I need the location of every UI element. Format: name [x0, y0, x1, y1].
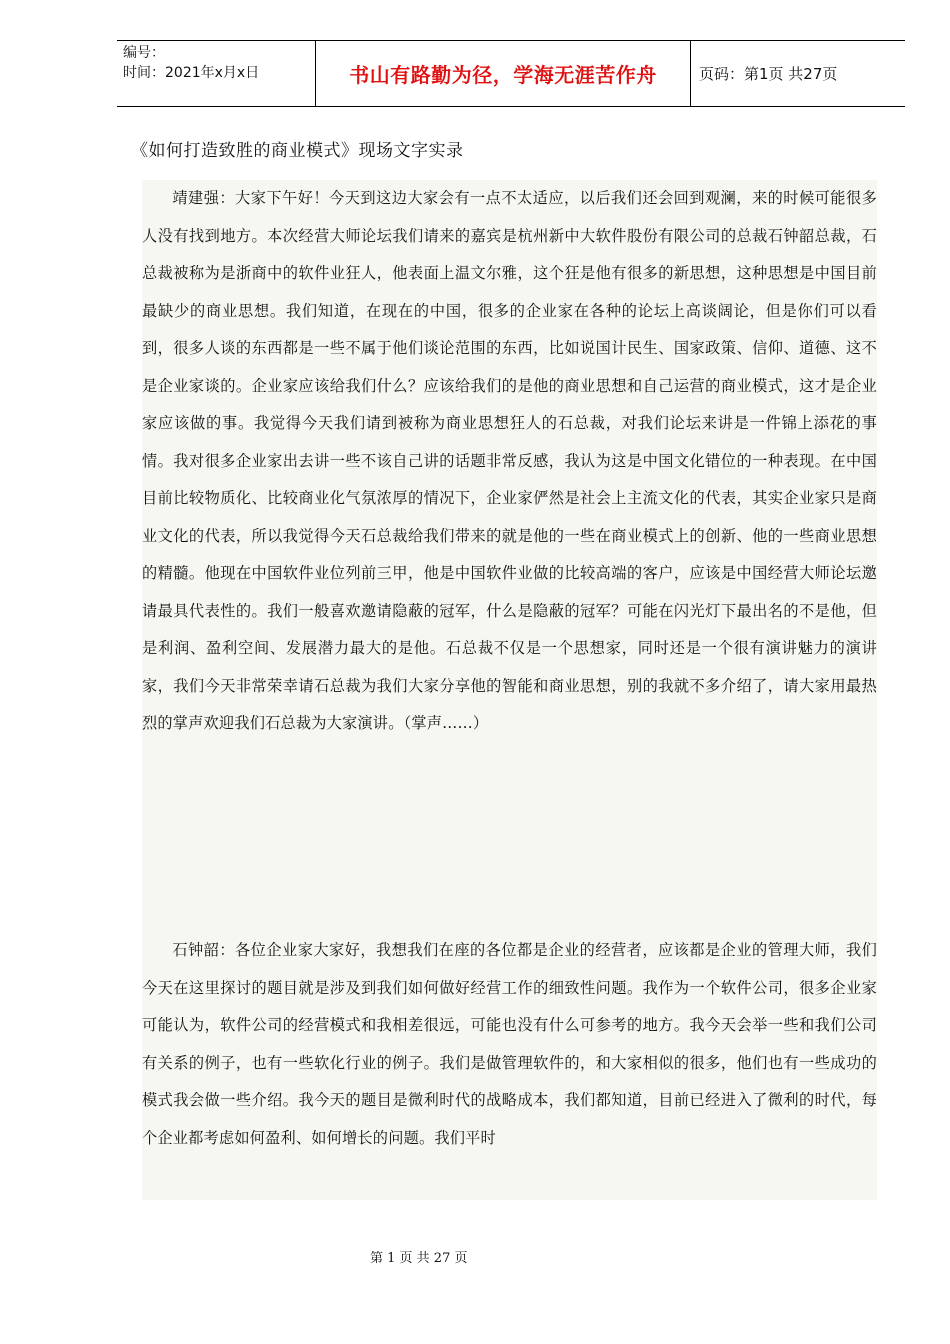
header-motto: 书山有路勤为径，学海无涯苦作舟 — [349, 63, 657, 87]
page-footer: 第 1 页 共 27 页 — [370, 1251, 468, 1266]
header-table — [117, 40, 905, 107]
header-page-info: 页码：第1页 共27页 — [699, 65, 838, 83]
paragraph-opening-remarks: 靖建强：大家下午好！今天到这边大家会有一点不太适应，以后我们还会回到观澜，来的时候可能很多人没有找到地方。本次经营大师论坛我们请来的嘉宾是杭州新中大软件股份有限公司的总裁石钟韶总裁，石总裁被称为是浙商中的软件业狂人，他表面上温文尔雅，这个狂是他有很多的新思想，这种思想是中国目前最缺少的商业思想。我们知道，在现在的中国，很多的企业家在各种的论坛上高谈阔论，但是你们可以看到，很多人谈的东西都是一些不属于他们谈论范围的东西，比如说国计民生、国家政策、信仰、道德、这不是企业家谈的。企业家应该给我们什么？应该给我们的是他的商业思想和自己运营的商业模式，这才是企业家应该做的事。我觉得今天我们请到被称为商业思想狂人的石总裁，对我们论坛来讲是一件锦上添花的事情。我对很多企业家出去讲一些不该自己讲的话题非常反感，我认为这是中国文化错位的一种表现。在中国目前比较物质化、比较商业化气氛浓厚的情况下，企业家俨然是社会上主流文化的代表，其实企业家只是商业文化的代表，所以我觉得今天石总裁给我们带来的就是他的一些在商业模式上的创新、他的一些商业思想的精髓。他现在中国软件业位列前三甲，他是中国软件业做的比较高端的客户，应该是中国经营大师论坛邀请最具代表性的。我们一般喜欢邀请隐蔽的冠军，什么是隐蔽的冠军？可能在闪光灯下最出名的不是他，但是利润、盈利空间、发展潜力最大的是他。石总裁不仅是一个思想家，同时还是一个很有演讲魅力的演讲家，我们今天非常荣幸请石总裁为我们大家分享他的智能和商业思想，别的我就不多介绍了，请大家用最热烈的掌声欢迎我们石总裁为大家演讲。（掌声……） — [142, 189, 877, 732]
time-label: 时间：2021年x月x日 — [123, 65, 260, 81]
paragraph-speech: 石钟韶：各位企业家大家好，我想我们在座的各位都是企业的经营者，应该都是企业的管理大师，我们今天在这里探讨的题目就是涉及到我们如何做好经营工作的细致性问题。我作为一个软件公司，很多企业家可能认为，软件公司的经营模式和我相差很远，可能也没有什么可参考的地方。我今天会举一些和我们公司有关系的例子，也有一些软化行业的例子。我们是做管理软件的，和大家相似的很多，他们也有一些成功的模式我会做一些介绍。我今天的题目是微利时代的战略成本，我们都知道，目前已经进入了微利的时代，每个企业都考虑如何盈利、如何增长的问题。我们平时 — [142, 941, 877, 1147]
header-meta-cell — [117, 41, 316, 106]
header-motto-cell — [316, 41, 691, 106]
document-body — [142, 180, 877, 1200]
header-page-cell — [691, 41, 905, 106]
document-title: 《如何打造致胜的商业模式》现场文字实录 — [131, 141, 464, 161]
serial-number-label: 编号： — [123, 45, 165, 61]
